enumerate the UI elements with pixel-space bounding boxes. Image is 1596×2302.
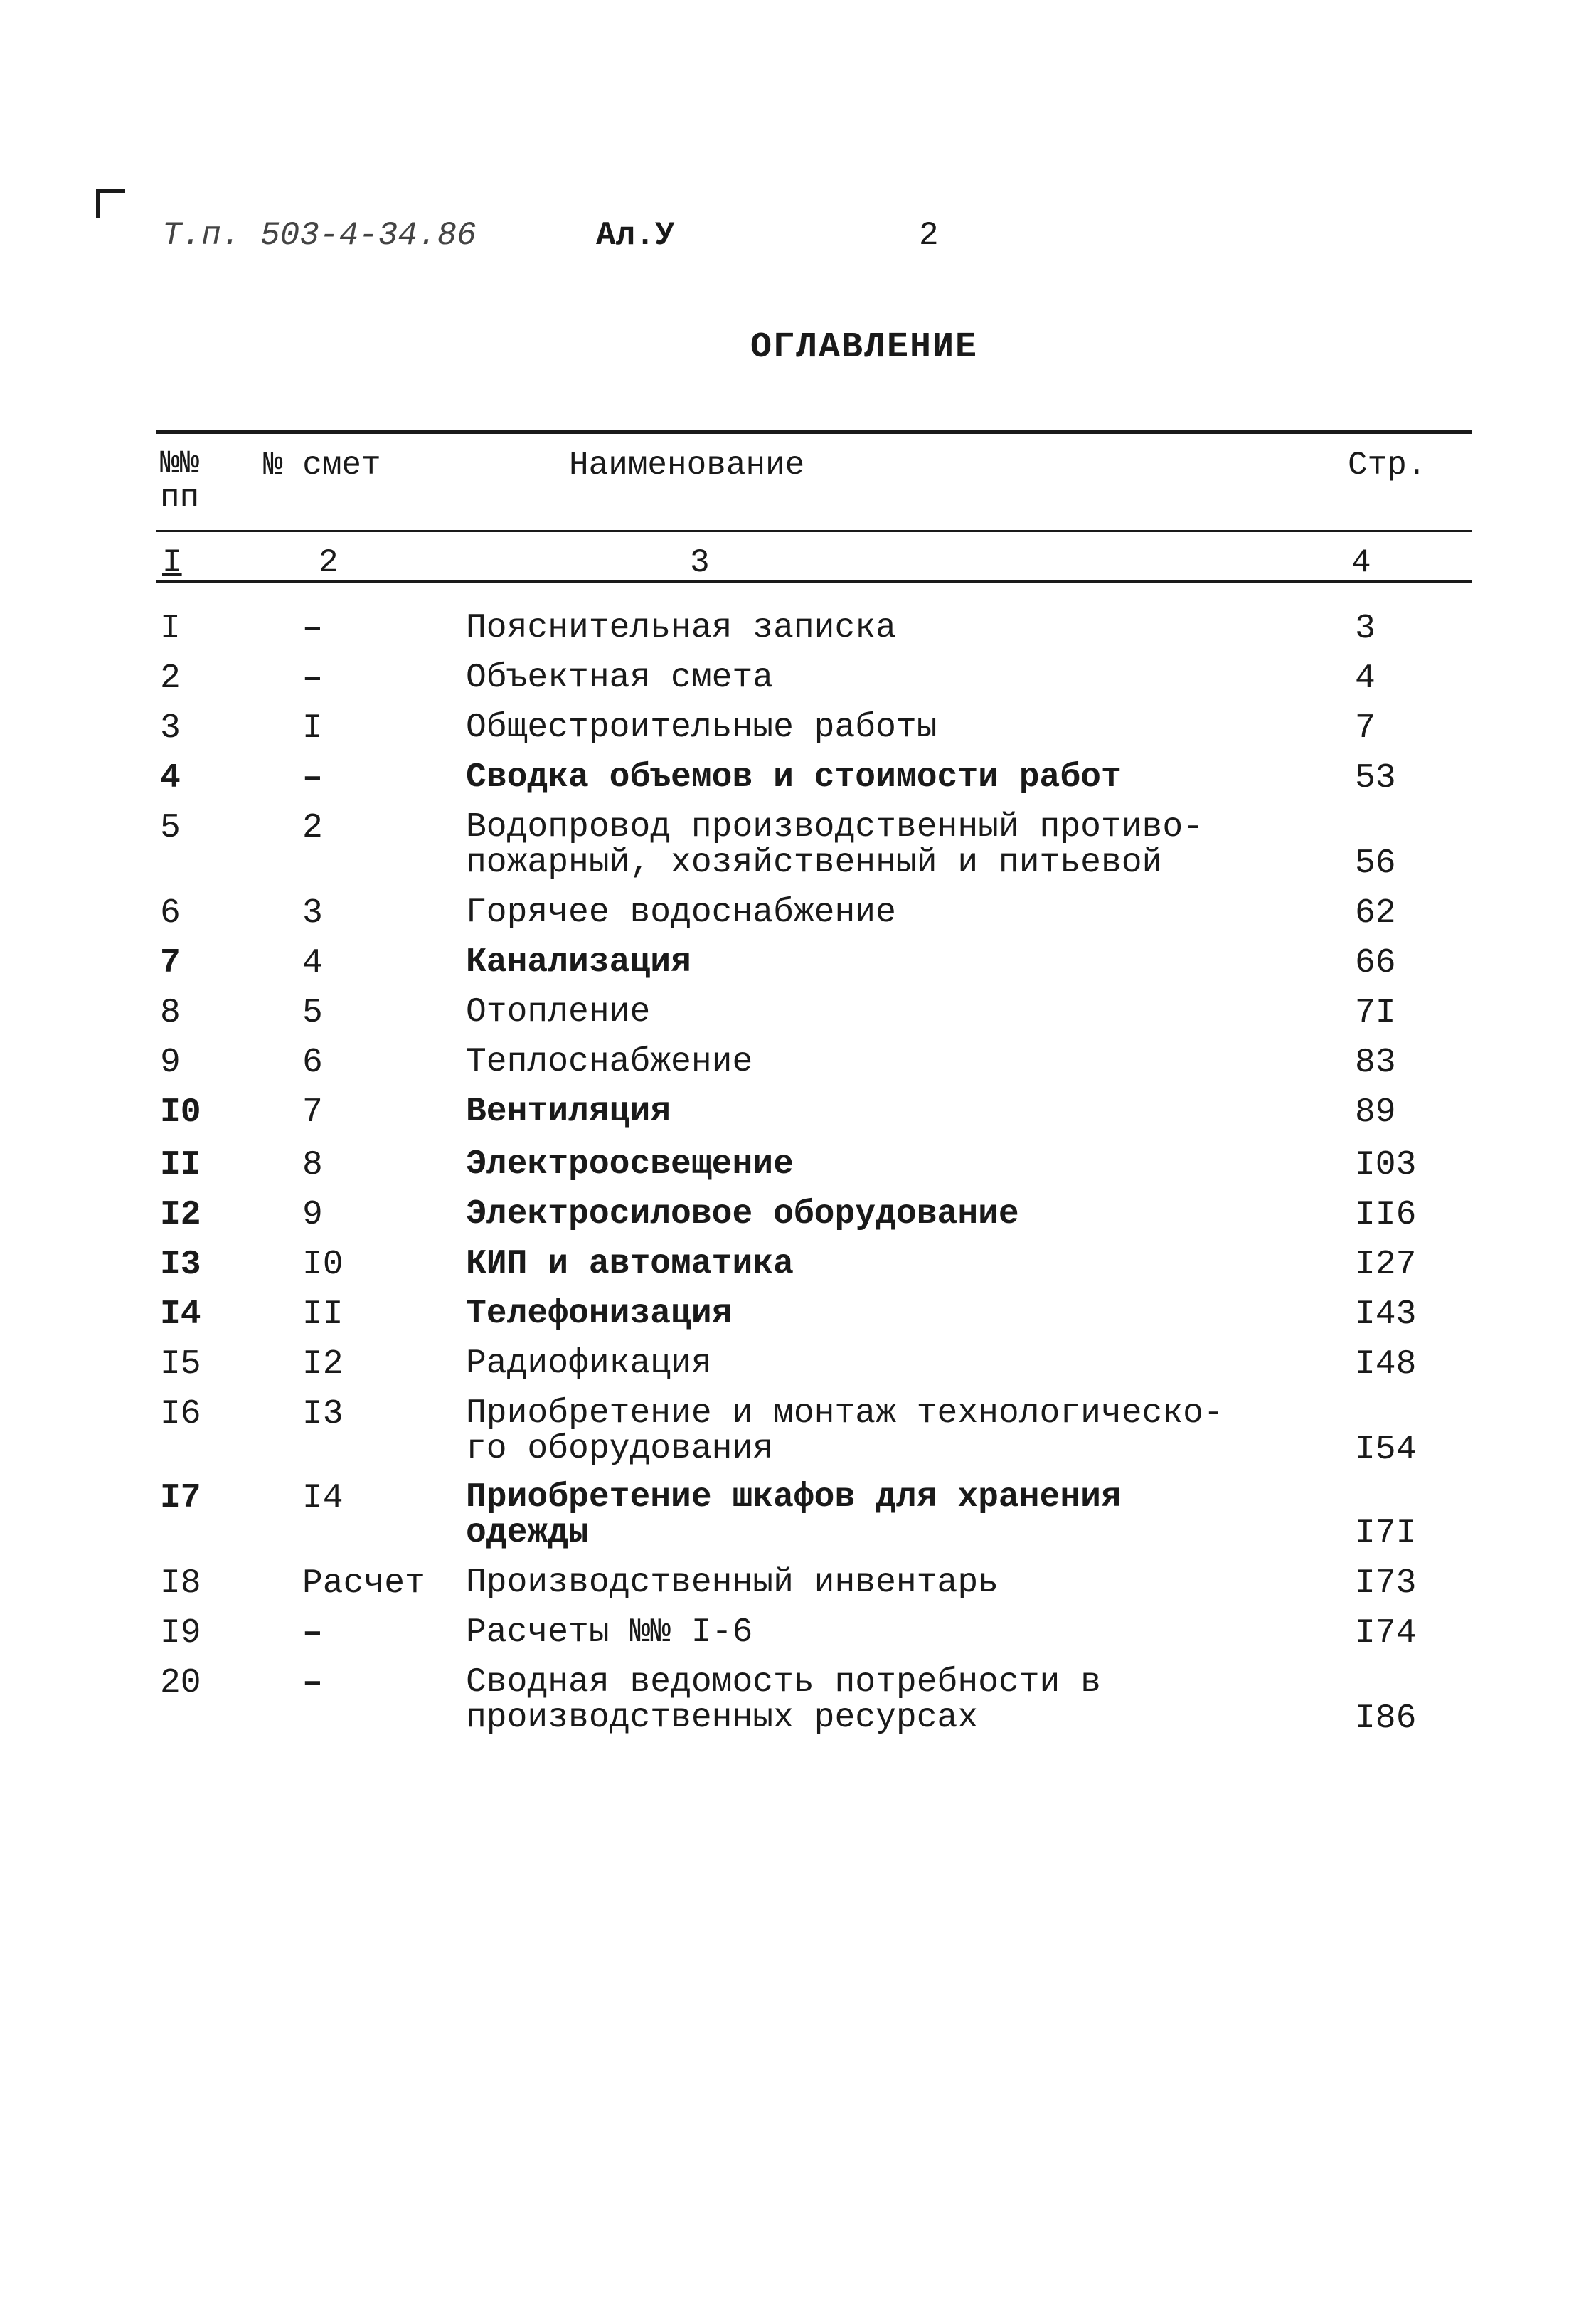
row-number: 4 xyxy=(160,759,181,797)
row-estimate: 8 xyxy=(302,1146,323,1184)
row-estimate: Расчет xyxy=(302,1564,425,1603)
row-estimate: – xyxy=(302,659,323,698)
row-name: Горячее водоснабжение xyxy=(466,893,896,932)
row-page: I86 xyxy=(1355,1699,1417,1738)
row-name: Сводная ведомость потребности в производственных ресурсах xyxy=(466,1663,1101,1737)
row-estimate: 2 xyxy=(302,809,323,847)
row-number: 9 xyxy=(160,1044,181,1082)
page-title: ОГЛАВЛЕНИЕ xyxy=(750,327,979,368)
row-name: Вентиляция xyxy=(466,1093,671,1131)
row-estimate: I0 xyxy=(302,1246,344,1284)
row-page: 56 xyxy=(1355,844,1396,883)
row-name: Телефонизация xyxy=(466,1295,733,1333)
row-page: I03 xyxy=(1355,1146,1417,1184)
row-estimate: I xyxy=(302,709,323,748)
row-number: 5 xyxy=(160,809,181,847)
row-page: 7I xyxy=(1355,994,1396,1032)
col-number-1: I xyxy=(162,544,182,581)
row-page: 62 xyxy=(1355,894,1396,933)
row-name: Объектная смета xyxy=(466,659,774,697)
row-page: I48 xyxy=(1355,1345,1417,1384)
row-page: 3 xyxy=(1355,610,1376,648)
col-number-3: 3 xyxy=(690,544,710,581)
row-estimate: 4 xyxy=(302,944,323,982)
row-estimate: I4 xyxy=(302,1479,344,1517)
col-header-name: Наименование xyxy=(569,447,805,484)
row-estimate: I2 xyxy=(302,1345,344,1384)
col-header-estimate: № смет xyxy=(263,447,381,484)
row-estimate: 3 xyxy=(302,894,323,933)
page-number: 2 xyxy=(919,217,939,254)
row-name: Общестроительные работы xyxy=(466,709,937,747)
row-estimate: 5 xyxy=(302,994,323,1032)
row-name: Электроосвещение xyxy=(466,1145,794,1184)
row-name: Сводка объемов и стоимости работ xyxy=(466,758,1122,797)
row-page: 4 xyxy=(1355,659,1376,698)
row-number: I xyxy=(160,610,181,648)
document-code: Т.п. 503-4-34.86 xyxy=(162,217,477,254)
row-page: 66 xyxy=(1355,944,1396,982)
row-number: 2 xyxy=(160,659,181,698)
row-number: I8 xyxy=(160,1564,201,1603)
row-number: 8 xyxy=(160,994,181,1032)
row-name: Приобретение шкафов для хранения одежды xyxy=(466,1478,1122,1552)
table-top-rule xyxy=(156,430,1472,434)
row-name: Электросиловое оборудование xyxy=(466,1195,1019,1234)
row-page: 89 xyxy=(1355,1093,1396,1132)
row-page: I43 xyxy=(1355,1295,1417,1334)
row-estimate: – xyxy=(302,610,323,648)
row-page: 7 xyxy=(1355,709,1376,748)
row-name: Пояснительная записка xyxy=(466,609,896,647)
row-number: I2 xyxy=(160,1196,201,1234)
row-page: 53 xyxy=(1355,759,1396,797)
sheet-label: Ал.У xyxy=(596,217,675,254)
corner-mark xyxy=(94,186,128,219)
row-name: Радиофикация xyxy=(466,1344,712,1383)
row-page: I74 xyxy=(1355,1614,1417,1653)
row-name: Отопление xyxy=(466,993,651,1031)
col-header-page: Стр. xyxy=(1348,447,1427,484)
row-estimate: 7 xyxy=(302,1093,323,1132)
row-estimate: 6 xyxy=(302,1044,323,1082)
row-number: I9 xyxy=(160,1614,201,1653)
col-number-2: 2 xyxy=(319,544,339,581)
row-page: I27 xyxy=(1355,1246,1417,1284)
row-number: 3 xyxy=(160,709,181,748)
row-name: Производственный инвентарь xyxy=(466,1564,999,1602)
row-estimate: – xyxy=(302,1664,323,1702)
row-number: I7 xyxy=(160,1479,201,1517)
row-number: I0 xyxy=(160,1093,201,1132)
row-page: I54 xyxy=(1355,1431,1417,1469)
row-number: 6 xyxy=(160,894,181,933)
column-number-rule xyxy=(156,580,1472,583)
row-name: Канализация xyxy=(466,943,691,982)
row-name: Водопровод производственный противо- пожарный, хозяйственный и питьевой xyxy=(466,808,1203,882)
row-estimate: I3 xyxy=(302,1395,344,1433)
row-estimate: – xyxy=(302,759,323,797)
row-name: Расчеты №№ I-6 xyxy=(466,1613,753,1652)
row-name: КИП и автоматика xyxy=(466,1245,794,1283)
col-header-num: №№ пп xyxy=(160,445,200,516)
row-number: I6 xyxy=(160,1395,201,1433)
col-number-4: 4 xyxy=(1351,544,1371,581)
row-page: 83 xyxy=(1355,1044,1396,1082)
row-name: Приобретение и монтаж технологическо- го оборудования xyxy=(466,1394,1224,1468)
row-number: 20 xyxy=(160,1664,201,1702)
row-number: I4 xyxy=(160,1295,201,1334)
row-estimate: II xyxy=(302,1295,344,1334)
row-page: I7I xyxy=(1355,1515,1417,1553)
header-rule xyxy=(156,530,1472,532)
row-number: 7 xyxy=(160,944,181,982)
row-estimate: 9 xyxy=(302,1196,323,1234)
row-name: Теплоснабжение xyxy=(466,1043,753,1081)
row-page: II6 xyxy=(1355,1196,1417,1234)
row-estimate: – xyxy=(302,1614,323,1653)
row-page: I73 xyxy=(1355,1564,1417,1603)
row-number: II xyxy=(160,1146,201,1184)
row-number: I5 xyxy=(160,1345,201,1384)
row-number: I3 xyxy=(160,1246,201,1284)
